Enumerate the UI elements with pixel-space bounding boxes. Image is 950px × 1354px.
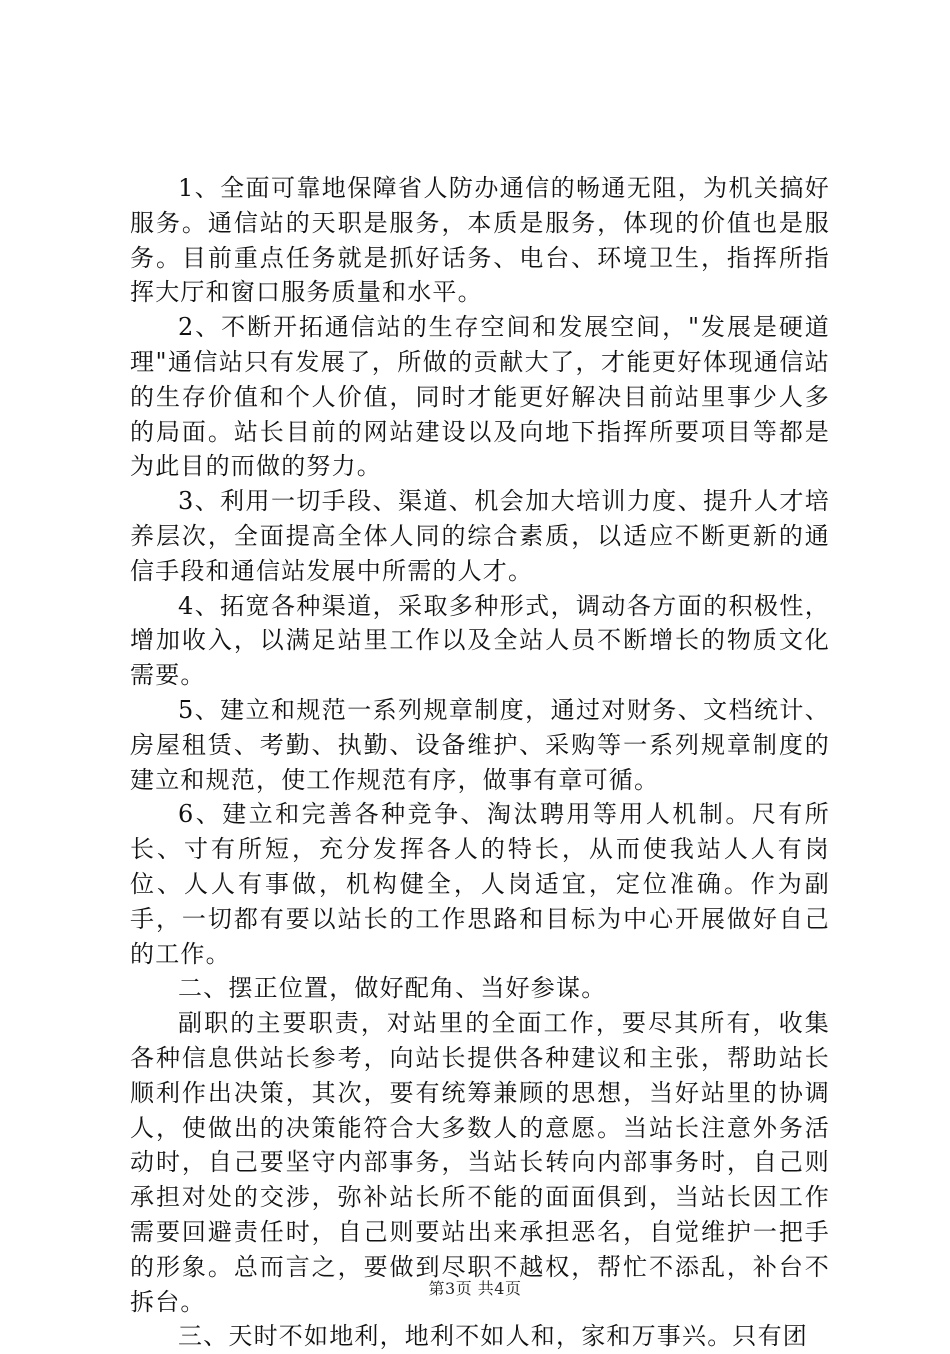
paragraph-6: 6、建立和完善各种竞争、淘汰聘用等用人机制。尺有所长、寸有所短，充分发挥各人的特长，从而使我站人人有岗位、人人有事做，机构健全，人岗适宜，定位准确。作为副手，一切都有要以站长的工作思路和目标为中心开展做好自己的工作。 (130, 800, 830, 968)
paragraph-7: 副职的主要职责，对站里的全面工作，要尽其所有，收集各种信息供站长参考，向站长提供各种建议和主张，帮助站长顺利作出决策，其次，要有统筹兼顾的思想，当好站里的协调人，使做出的决策能符合大多数人的意愿。当站长注意外务活动时，自己要坚守内部事务，当站长转向内部事务时，自己则承担对处的交涉，弥补站长所不能的面面俱到，当站长因工作需要回避责任时，自己则要站出来承担恶名，自觉维护一把手的形象。总而言之，要做到尽职不越权，帮忙不添乱，补台不拆台。 (130, 1009, 830, 1316)
paragraph-4: 4、拓宽各种渠道，采取多种形式，调动各方面的积极性，增加收入，以满足站里工作以及全站人员不断增长的物质文化需要。 (130, 591, 830, 690)
paragraph-3: 3、利用一切手段、渠道、机会加大培训力度、提升人才培养层次，全面提高全体人同的综合素质，以适应不断更新的通信手段和通信站发展中所需的人才。 (130, 487, 830, 585)
paragraph-2: 2、不断开拓通信站的生存空间和发展空间，"发展是硬道理"通信站只有发展了，所做的贡献大了，才能更好体现通信站的生存价值和个人价值，同时才能更好解决目前站里事少人多的局面。站长目前的网站建设以及向地下指挥所要项目等都是为此目的而做的努力。 (130, 313, 830, 481)
section-heading-2: 二、摆正位置，做好配角、当好参谋。 (178, 974, 607, 1003)
document-body (130, 171, 830, 1354)
page-footer: 第3页 共4页 (428, 1279, 522, 1298)
paragraph-1: 1、全面可靠地保障省人防办通信的畅通无阻，为机关搞好服务。通信站的天职是服务，本质是服务，体现的价值也是服务。目前重点任务就是抓好话务、电台、环境卫生，指挥所指挥大厅和窗口服务质量和水平。 (130, 174, 830, 307)
section-heading-3: 三、天时不如地利，地利不如人和，家和万事兴。只有团 (178, 1322, 808, 1351)
paragraph-5: 5、建立和规范一系列规章制度，通过对财务、文档统计、房屋租赁、考勤、执勤、设备维护、采购等一系列规章制度的建立和规范，使工作规范有序，做事有章可循。 (130, 695, 830, 794)
